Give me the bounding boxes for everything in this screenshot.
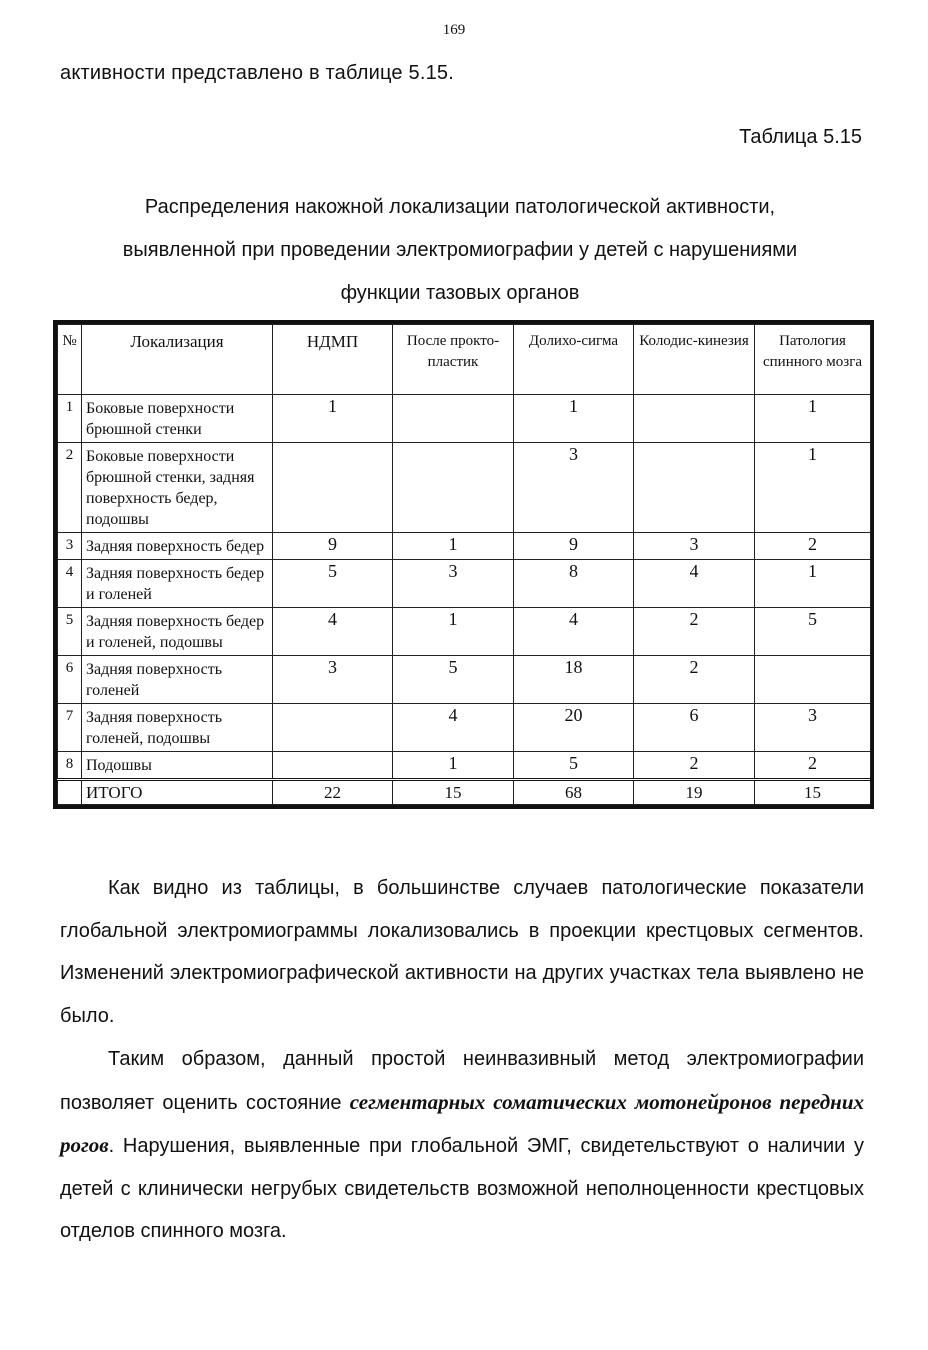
row-number: 2: [58, 443, 82, 533]
cell-spinal: 1: [755, 560, 871, 608]
cell-colodys: 6: [634, 704, 755, 752]
header-ndmp: НДМП: [273, 325, 393, 395]
cell-spinal: 3: [755, 704, 871, 752]
cell-post: [393, 443, 514, 533]
total-ndmp: 22: [273, 780, 393, 805]
paragraph-1-text: Как видно из таблицы, в большинстве случаев патологические показатели глобальной электромиограммы локализовались в проекции крестцовых сегментов. Изменений электромиографической активности на других участках тела выявлено не было.: [60, 877, 864, 1027]
row-localization: Задняя поверхность голеней: [82, 656, 273, 704]
paragraph-2-before: Таким образом, данный простой неинвазивный метод электромиографии позволяет оценить состояние: [60, 1048, 864, 1114]
row-localization: Боковые поверхности брюшной стенки: [82, 395, 273, 443]
row-localization: Подошвы: [82, 752, 273, 780]
table-row: [58, 656, 871, 704]
cell-ndmp: [273, 704, 393, 752]
paragraph-summary: [60, 1038, 864, 1253]
cell-ndmp: 3: [273, 656, 393, 704]
header-number: №: [58, 325, 82, 395]
header-localization: Локализация: [82, 325, 273, 395]
table-title-line-3: функции тазовых органов: [340, 282, 580, 304]
cell-colodys: [634, 395, 755, 443]
cell-colodys: 2: [634, 656, 755, 704]
row-number: 6: [58, 656, 82, 704]
row-localization: Боковые поверхности брюшной стенки, задняя поверхность бедер, подошвы: [82, 443, 273, 533]
row-number: 7: [58, 704, 82, 752]
cell-dolicho: 1: [514, 395, 634, 443]
cell-dolicho: 20: [514, 704, 634, 752]
cell-ndmp: 9: [273, 533, 393, 560]
cell-post: 4: [393, 704, 514, 752]
table-header-row: [58, 325, 871, 395]
row-number: 4: [58, 560, 82, 608]
cell-colodys: 2: [634, 752, 755, 780]
row-localization: Задняя поверхность голеней, подошвы: [82, 704, 273, 752]
table-number: Таблица 5.15: [739, 126, 862, 148]
paragraph-conclusion: [60, 867, 864, 1037]
cell-ndmp: [273, 752, 393, 780]
header-post-proctoplasty: После прокто-пластик: [393, 325, 514, 395]
table-row: [58, 533, 871, 560]
cell-ndmp: [273, 443, 393, 533]
cell-spinal: 2: [755, 752, 871, 780]
header-spinal-pathology: Патология спинного мозга: [755, 325, 871, 395]
cell-post: 3: [393, 560, 514, 608]
cell-colodys: 4: [634, 560, 755, 608]
table-row: [58, 752, 871, 780]
distribution-table: [53, 320, 874, 809]
table-title: [56, 186, 864, 315]
row-number: 5: [58, 608, 82, 656]
total-colodys: 19: [634, 780, 755, 805]
cell-dolicho: 8: [514, 560, 634, 608]
cell-spinal: 1: [755, 443, 871, 533]
cell-colodys: 3: [634, 533, 755, 560]
table-total-row: [58, 780, 871, 805]
cell-post: 5: [393, 656, 514, 704]
cell-dolicho: 3: [514, 443, 634, 533]
cell-spinal: 5: [755, 608, 871, 656]
cell-dolicho: 5: [514, 752, 634, 780]
row-number: 1: [58, 395, 82, 443]
cell-spinal: [755, 656, 871, 704]
cell-dolicho: 4: [514, 608, 634, 656]
row-number: 8: [58, 752, 82, 780]
row-localization: Задняя поверхность бедер и голеней, подошвы: [82, 608, 273, 656]
cell-ndmp: 5: [273, 560, 393, 608]
page-number: 169: [442, 22, 466, 38]
cell-post: 1: [393, 533, 514, 560]
paragraph-2-after: . Нарушения, выявленные при глобальной ЭМГ, свидетельствуют о наличии у детей с клинически негрубых свидетельств возможной неполноценности крестцовых отделов спинного мозга.: [60, 1135, 864, 1242]
cell-post: 1: [393, 752, 514, 780]
row-localization: Задняя поверхность бедер и голеней: [82, 560, 273, 608]
cell-dolicho: 18: [514, 656, 634, 704]
header-dolichosigma: Долихо-сигма: [514, 325, 634, 395]
cell-post: 1: [393, 608, 514, 656]
paragraph-2-text: [60, 1038, 864, 1253]
row-localization: Задняя поверхность бедер: [82, 533, 273, 560]
table-row: [58, 608, 871, 656]
cell-spinal: 1: [755, 395, 871, 443]
total-spinal: 15: [755, 780, 871, 805]
cell-post: [393, 395, 514, 443]
table-title-line-2: выявленной при проведении электромиографии у детей с нарушениями: [122, 239, 798, 261]
paragraph-2-emphasis: сегментарных соматических мотонейронов передних рогов: [60, 1089, 865, 1157]
total-label: ИТОГО: [82, 780, 273, 805]
lead-line: активности представлено в таблице 5.15.: [60, 62, 454, 84]
table-row: [58, 704, 871, 752]
row-number: 3: [58, 533, 82, 560]
table-title-line-1: Распределения накожной локализации патологической активности,: [144, 196, 776, 218]
header-colodyskinesia: Колодис-кинезия: [634, 325, 755, 395]
cell-ndmp: 1: [273, 395, 393, 443]
cell-dolicho: 9: [514, 533, 634, 560]
total-dolicho: 68: [514, 780, 634, 805]
cell-ndmp: 4: [273, 608, 393, 656]
cell-colodys: 2: [634, 608, 755, 656]
table-row: [58, 395, 871, 443]
cell-spinal: 2: [755, 533, 871, 560]
table-row: [58, 443, 871, 533]
total-number: [58, 780, 82, 805]
cell-colodys: [634, 443, 755, 533]
table-row: [58, 560, 871, 608]
total-post: 15: [393, 780, 514, 805]
